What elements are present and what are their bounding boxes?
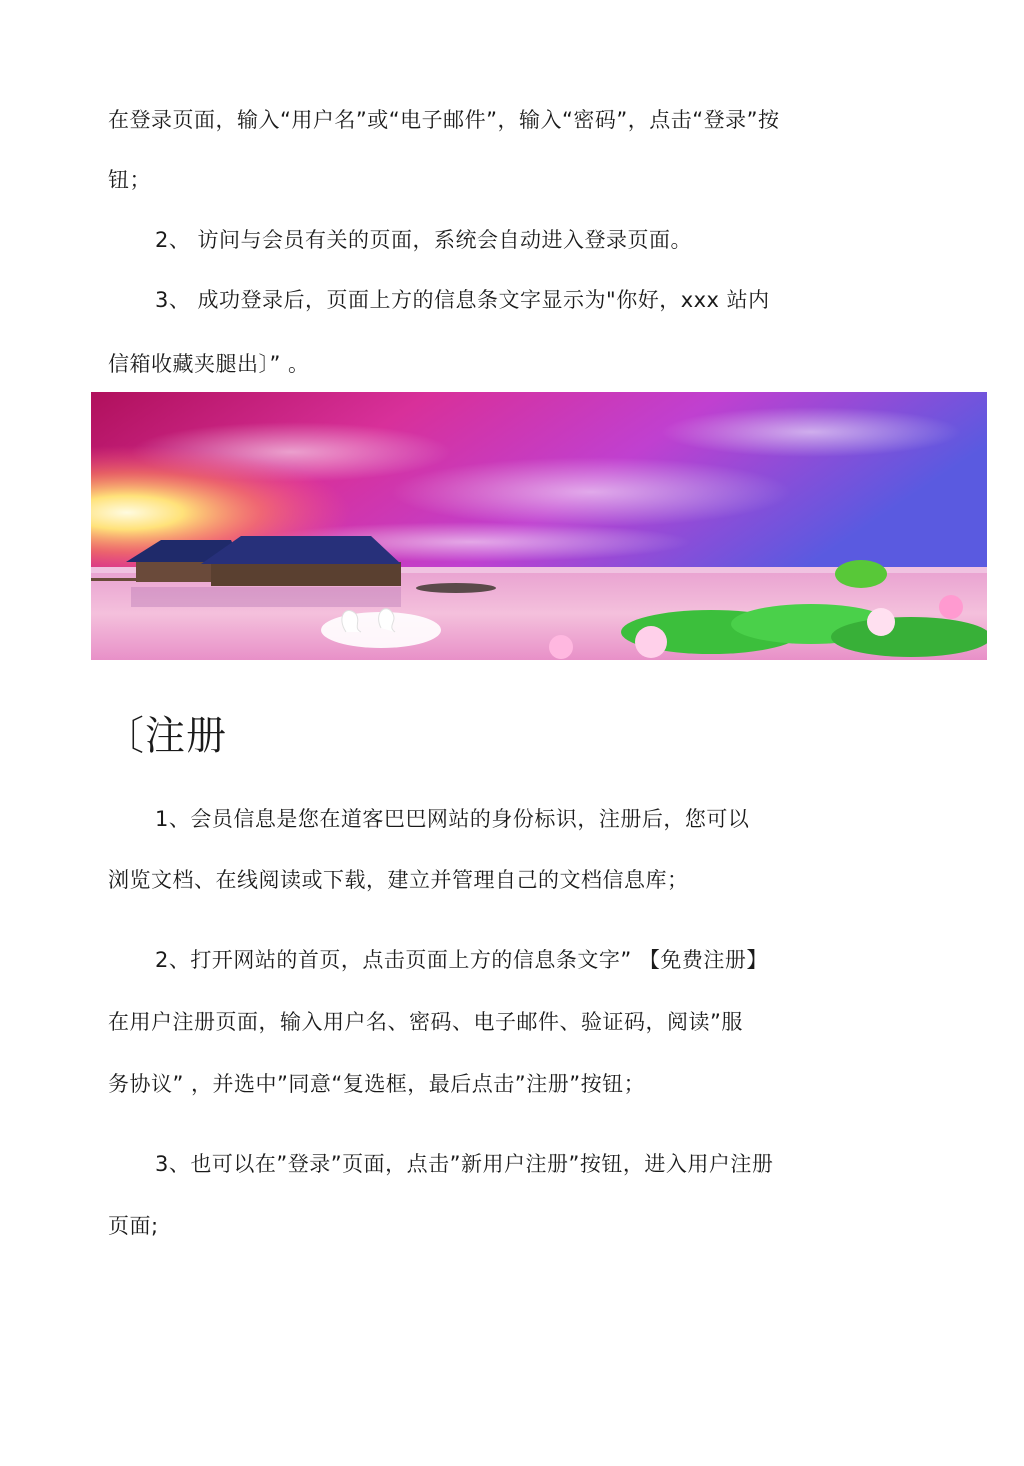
login-item-2: 2、 访问与会员有关的页面，系统会自动进入登录页面。 <box>155 228 693 252</box>
register-item-3-line-2: 页面; <box>108 1214 159 1238</box>
register-item-2-line-2: 在用户注册页面，输入用户名、密码、电子邮件、验证码，阅读”服 <box>108 1010 743 1034</box>
register-heading: 〔注册 <box>104 713 227 759</box>
login-line-1: 在登录页面，输入“用户名”或“电子邮件”，输入“密码”，点击“登录”按 <box>108 108 780 132</box>
register-item-1-line-1: 1、会员信息是您在道客巴巴网站的身份标识，注册后，您可以 <box>155 807 750 831</box>
login-item-3-line-1: 3、 成功登录后，页面上方的信息条文字显示为"你好，xxx 站内 <box>155 288 770 312</box>
register-item-3-line-1: 3、也可以在”登录”页面，点击”新用户注册”按钮，进入用户注册 <box>155 1152 774 1176</box>
landscape-banner-image <box>91 392 987 660</box>
register-item-2-line-3: 务协议” ，并选中”同意“复选框，最后点击”注册”按钮； <box>108 1072 646 1096</box>
login-line-2: 钮； <box>108 168 151 192</box>
login-item-3-line-2: 信箱收藏夹腿出〕” 。 <box>108 352 310 376</box>
register-item-1-line-2: 浏览文档、在线阅读或下载，建立并管理自己的文档信息库； <box>108 868 689 892</box>
register-item-2-line-1: 2、打开网站的首页，点击页面上方的信息条文字” 【免费注册】 <box>155 948 768 972</box>
